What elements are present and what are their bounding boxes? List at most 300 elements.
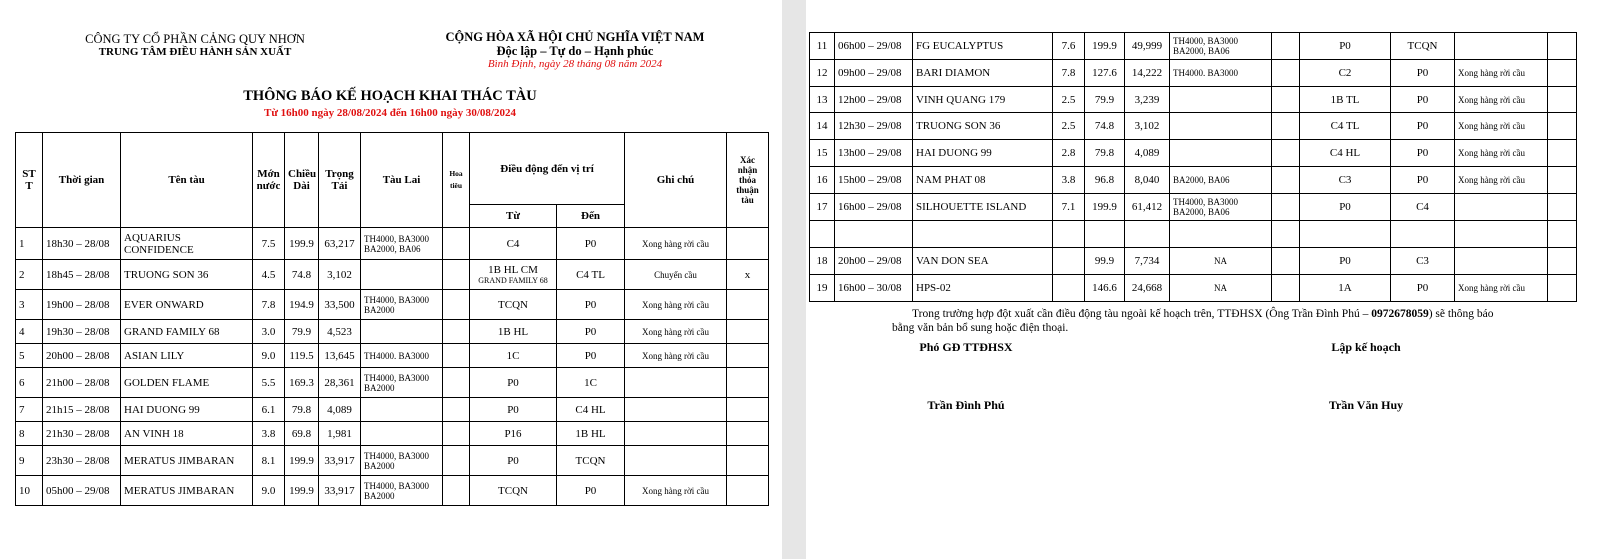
cell-stt: 7: [16, 398, 43, 422]
cell-to: C4: [1391, 194, 1455, 221]
cell-confirm: [1548, 33, 1577, 60]
motto: Độc lập – Tự do – Hạnh phúc: [496, 44, 654, 58]
cell-ship: BARI DIAMON: [913, 60, 1053, 87]
table-row: [810, 248, 1577, 275]
cell-tonnage: 28,361: [319, 368, 361, 398]
cell-to: 1C: [557, 368, 625, 398]
table-row: [16, 320, 769, 344]
company-name: CÔNG TY CỔ PHẦN CẢNG QUY NHƠN: [85, 32, 305, 46]
cell-from: [470, 260, 557, 290]
cell-note: Xong hàng rời cầu: [625, 290, 727, 320]
cell-time: 05h00 – 29/08: [43, 476, 121, 506]
cell-from-text: 1B HL: [497, 325, 529, 338]
cell-draft: 4.5: [253, 260, 285, 290]
cell-note: [625, 422, 727, 446]
cell-from-text: 1B HL CM: [488, 264, 538, 276]
cell-from: [470, 320, 557, 344]
cell-time: 06h00 – 29/08: [835, 33, 913, 60]
col-move: Điều động đến vị trí: [470, 133, 625, 205]
cell-tug: NA: [1170, 275, 1272, 302]
cell-to: C4 HL: [557, 398, 625, 422]
cell-ship: [913, 221, 1053, 248]
cell-length: 199.9: [1085, 33, 1125, 60]
cell-confirm: [727, 368, 769, 398]
cell-from-text: C4: [506, 237, 520, 250]
cell-tonnage: 7,734: [1125, 248, 1170, 275]
cell-stt: 5: [16, 344, 43, 368]
cell-ship: HAI DUONG 99: [913, 140, 1053, 167]
cell-length: 74.8: [285, 260, 319, 290]
table-row: [16, 398, 769, 422]
cell-note: Xong hàng rời cầu: [625, 344, 727, 368]
cell-ship: TRUONG SON 36: [121, 260, 253, 290]
table-row: [16, 344, 769, 368]
cell-note: Xong hàng rời cầu: [1455, 167, 1548, 194]
cell-note: Xong hàng rời cầu: [625, 228, 727, 260]
cell-tug: [1170, 113, 1272, 140]
cell-confirm: [727, 398, 769, 422]
cell-pilot: [443, 290, 470, 320]
cell-tug: NA: [1170, 248, 1272, 275]
cell-pilot: [443, 344, 470, 368]
cell-draft: 2.5: [1053, 113, 1085, 140]
cell-confirm: [1548, 194, 1577, 221]
cell-from-text: P0: [507, 403, 519, 416]
cell-to: P0: [557, 290, 625, 320]
table-row: [16, 446, 769, 476]
cell-draft: 7.1: [1053, 194, 1085, 221]
cell-confirm: [1548, 221, 1577, 248]
cell-from: [470, 446, 557, 476]
cell-from-text: P16: [504, 427, 522, 440]
cell-tug: TH4000, BA3000 BA2000: [361, 290, 443, 320]
cell-ship: AQUARIUS CONFIDENCE: [121, 228, 253, 260]
col-length: Chiều Dài: [285, 133, 319, 228]
cell-to: TCQN: [1391, 33, 1455, 60]
cell-draft: 3.8: [253, 422, 285, 446]
cell-stt: 17: [810, 194, 835, 221]
cell-note: Xong hàng rời cầu: [1455, 113, 1548, 140]
col-confirm: Xác nhận thỏa thuận tàu: [727, 133, 769, 228]
cell-time: 13h00 – 29/08: [835, 140, 913, 167]
cell-note: Xong hàng rời cầu: [1455, 87, 1548, 113]
cell-from: [470, 290, 557, 320]
cell-stt: [810, 221, 835, 248]
cell-draft: 2.5: [1053, 87, 1085, 113]
col-to: Đến: [557, 205, 625, 228]
sign-left-title: Phó GĐ TTĐHSX: [919, 340, 1013, 354]
cell-confirm: [727, 320, 769, 344]
cell-from: 1A: [1300, 275, 1391, 302]
cell-time: 23h30 – 28/08: [43, 446, 121, 476]
table-row: [810, 194, 1577, 221]
cell-to: P0: [557, 476, 625, 506]
cell-note: [625, 446, 727, 476]
cell-length: 79.9: [285, 320, 319, 344]
cell-note: [1455, 194, 1548, 221]
cell-from-text: TCQN: [498, 298, 528, 311]
cell-tonnage: 4,523: [319, 320, 361, 344]
cell-ship: SILHOUETTE ISLAND: [913, 194, 1053, 221]
cell-confirm: [727, 290, 769, 320]
cell-pilot: [1272, 113, 1300, 140]
cell-pilot: [443, 476, 470, 506]
cell-note: [1455, 33, 1548, 60]
cell-draft: 8.1: [253, 446, 285, 476]
doc-title: THÔNG BÁO KẾ HOẠCH KHAI THÁC TÀU: [243, 88, 537, 104]
cell-confirm: [1548, 167, 1577, 194]
cell-from-text: 1C: [506, 349, 520, 362]
cell-draft: [1053, 221, 1085, 248]
table-header-row: [16, 133, 769, 205]
cell-tug: [1170, 140, 1272, 167]
cell-to: TCQN: [557, 446, 625, 476]
cell-pilot: [1272, 194, 1300, 221]
cell-confirm: [1548, 275, 1577, 302]
col-ship: Tên tàu: [121, 133, 253, 228]
table-row: [810, 167, 1577, 194]
contact-phone: 0972678059: [1371, 308, 1429, 320]
schedule-table-1: [15, 132, 769, 506]
cell-from-text: P0: [507, 376, 519, 389]
nation-name: CỘNG HÒA XÃ HỘI CHỦ NGHĨA VIỆT NAM: [445, 30, 705, 44]
cell-tonnage: 3,102: [319, 260, 361, 290]
cell-draft: 6.1: [253, 398, 285, 422]
table-row: [16, 476, 769, 506]
cell-from: [470, 398, 557, 422]
cell-from: 1B TL: [1300, 87, 1391, 113]
table-row: [16, 228, 769, 260]
cell-tonnage: 1,981: [319, 422, 361, 446]
cell-tonnage: 24,668: [1125, 275, 1170, 302]
cell-from-sub: GRAND FAMILY 68: [478, 276, 548, 285]
cell-ship: EVER ONWARD: [121, 290, 253, 320]
cell-length: 146.6: [1085, 275, 1125, 302]
cell-ship: MERATUS JIMBARAN: [121, 476, 253, 506]
cell-length: 96.8: [1085, 167, 1125, 194]
cell-stt: 12: [810, 60, 835, 87]
cell-ship: FG EUCALYPTUS: [913, 33, 1053, 60]
cell-stt: 8: [16, 422, 43, 446]
cell-time: 19h00 – 28/08: [43, 290, 121, 320]
cell-time: [835, 221, 913, 248]
cell-tonnage: 3,239: [1125, 87, 1170, 113]
cell-to: P0: [1391, 275, 1455, 302]
cell-draft: [1053, 275, 1085, 302]
cell-from: [470, 368, 557, 398]
cell-length: 199.9: [285, 228, 319, 260]
cell-tug: TH4000, BA3000 BA2000, BA06: [1170, 194, 1272, 221]
table-row: [810, 140, 1577, 167]
cell-ship: ASIAN LILY: [121, 344, 253, 368]
cell-stt: 16: [810, 167, 835, 194]
cell-ship: HAI DUONG 99: [121, 398, 253, 422]
cell-confirm: [1548, 113, 1577, 140]
col-note: Ghi chú: [625, 133, 727, 228]
cell-from: [1300, 221, 1391, 248]
cell-from: [470, 476, 557, 506]
cell-confirm: x: [727, 260, 769, 290]
cell-from: C4 HL: [1300, 140, 1391, 167]
cell-length: 119.5: [285, 344, 319, 368]
cell-tug: [361, 260, 443, 290]
cell-time: 20h00 – 28/08: [43, 344, 121, 368]
footer-notice-line2: bằng văn bản bổ sung hoặc điện thoại.: [892, 322, 1069, 334]
cell-ship: VAN DON SEA: [913, 248, 1053, 275]
cell-note: Chuyển cầu: [625, 260, 727, 290]
document-page-1: [0, 0, 782, 559]
cell-draft: 5.5: [253, 368, 285, 398]
cell-pilot: [443, 228, 470, 260]
col-draft: Mớn nước: [253, 133, 285, 228]
cell-length: 74.8: [1085, 113, 1125, 140]
cell-stt: 15: [810, 140, 835, 167]
cell-pilot: [443, 260, 470, 290]
cell-tonnage: 8,040: [1125, 167, 1170, 194]
cell-tug: TH4000, BA3000 BA2000, BA06: [361, 228, 443, 260]
cell-from-text: P0: [507, 454, 519, 467]
cell-tug: TH4000, BA3000 BA2000, BA06: [1170, 33, 1272, 60]
cell-tonnage: 61,412: [1125, 194, 1170, 221]
cell-draft: 3.8: [1053, 167, 1085, 194]
cell-stt: 10: [16, 476, 43, 506]
cell-note: [1455, 248, 1548, 275]
cell-from: C4 TL: [1300, 113, 1391, 140]
cell-ship: MERATUS JIMBARAN: [121, 446, 253, 476]
cell-pilot: [1272, 140, 1300, 167]
cell-length: 99.9: [1085, 248, 1125, 275]
cell-tug: [361, 320, 443, 344]
doc-subtitle: Từ 16h00 ngày 28/08/2024 đến 16h00 ngày 30/08/2024: [263, 107, 516, 119]
cell-time: 12h00 – 29/08: [835, 87, 913, 113]
cell-tonnage: 14,222: [1125, 60, 1170, 87]
cell-stt: 19: [810, 275, 835, 302]
cell-from: P0: [1300, 194, 1391, 221]
cell-from: [470, 422, 557, 446]
footer-notice: Trong trường hợp đột xuất cần điều động tàu ngoài kế hoạch trên, TTĐHSX (Ông Trần Đình Phú – 0972678059) sẽ thông báo: [912, 308, 1494, 320]
col-tonnage: Trọng Tải: [319, 133, 361, 228]
cell-note: [625, 398, 727, 422]
cell-confirm: [727, 446, 769, 476]
cell-draft: 7.8: [1053, 60, 1085, 87]
cell-pilot: [1272, 221, 1300, 248]
cell-to: C4 TL: [557, 260, 625, 290]
cell-tug: [361, 398, 443, 422]
cell-time: 16h00 – 30/08: [835, 275, 913, 302]
cell-stt: 6: [16, 368, 43, 398]
cell-ship: NAM PHAT 08: [913, 167, 1053, 194]
cell-length: 194.9: [285, 290, 319, 320]
cell-ship: HPS-02: [913, 275, 1053, 302]
cell-draft: [1053, 248, 1085, 275]
cell-pilot: [443, 320, 470, 344]
schedule-table-2: [809, 32, 1577, 302]
cell-draft: 9.0: [253, 476, 285, 506]
cell-length: 199.9: [1085, 194, 1125, 221]
cell-draft: 7.8: [253, 290, 285, 320]
cell-tonnage: 33,500: [319, 290, 361, 320]
cell-confirm: [727, 344, 769, 368]
cell-pilot: [443, 446, 470, 476]
table-row: [810, 113, 1577, 140]
cell-to: P0: [1391, 140, 1455, 167]
table-row: [810, 87, 1577, 113]
cell-tonnage: 63,217: [319, 228, 361, 260]
table-row: [810, 60, 1577, 87]
cell-tug: TH4000. BA3000: [1170, 60, 1272, 87]
cell-from: C3: [1300, 167, 1391, 194]
cell-length: 79.9: [1085, 87, 1125, 113]
cell-pilot: [1272, 167, 1300, 194]
col-time: Thời gian: [43, 133, 121, 228]
cell-pilot: [1272, 275, 1300, 302]
cell-to: P0: [557, 320, 625, 344]
cell-confirm: [1548, 248, 1577, 275]
cell-to: P0: [1391, 60, 1455, 87]
cell-time: 21h00 – 28/08: [43, 368, 121, 398]
cell-from-text: TCQN: [498, 484, 528, 497]
cell-draft: 2.8: [1053, 140, 1085, 167]
cell-confirm: [727, 228, 769, 260]
cell-tonnage: 33,917: [319, 476, 361, 506]
table-row: [810, 33, 1577, 60]
table-row: [810, 275, 1577, 302]
sign-right-name: Trần Văn Huy: [1328, 398, 1404, 412]
cell-stt: 13: [810, 87, 835, 113]
cell-draft: 7.6: [1053, 33, 1085, 60]
cell-time: 09h00 – 29/08: [835, 60, 913, 87]
cell-from: [470, 344, 557, 368]
col-pilot: Hoa tiêu: [443, 133, 470, 228]
cell-time: 18h30 – 28/08: [43, 228, 121, 260]
cell-ship: AN VINH 18: [121, 422, 253, 446]
cell-stt: 18: [810, 248, 835, 275]
cell-pilot: [1272, 248, 1300, 275]
cell-tug: [1170, 87, 1272, 113]
cell-tug: TH4000, BA3000 BA2000: [361, 476, 443, 506]
cell-ship: VINH QUANG 179: [913, 87, 1053, 113]
cell-pilot: [1272, 87, 1300, 113]
cell-stt: 1: [16, 228, 43, 260]
table-row: [16, 290, 769, 320]
cell-note: Xong hàng rời cầu: [1455, 140, 1548, 167]
cell-time: 19h30 – 28/08: [43, 320, 121, 344]
cell-to: P0: [1391, 167, 1455, 194]
department-name: TRUNG TÂM ĐIỀU HÀNH SẢN XUẤT: [98, 46, 292, 58]
cell-tug: [361, 422, 443, 446]
cell-tug: [1170, 221, 1272, 248]
cell-confirm: [727, 476, 769, 506]
cell-tonnage: 33,917: [319, 446, 361, 476]
cell-from: [470, 228, 557, 260]
cell-time: 15h00 – 29/08: [835, 167, 913, 194]
cell-confirm: [1548, 140, 1577, 167]
table-row: [16, 368, 769, 398]
document-page-2: [806, 0, 1600, 559]
table-row: [16, 260, 769, 290]
cell-tonnage: 4,089: [319, 398, 361, 422]
cell-length: 169.3: [285, 368, 319, 398]
cell-pilot: [443, 368, 470, 398]
cell-note: Xong hàng rời cầu: [1455, 275, 1548, 302]
cell-from: C2: [1300, 60, 1391, 87]
cell-time: 18h45 – 28/08: [43, 260, 121, 290]
cell-tonnage: 49,999: [1125, 33, 1170, 60]
table-row: [810, 221, 1577, 248]
cell-note: Xong hàng rời cầu: [625, 476, 727, 506]
cell-stt: 14: [810, 113, 835, 140]
cell-confirm: [1548, 60, 1577, 87]
cell-time: 12h30 – 29/08: [835, 113, 913, 140]
cell-note: Xong hàng rời cầu: [625, 320, 727, 344]
cell-note: [625, 368, 727, 398]
cell-ship: TRUONG SON 36: [913, 113, 1053, 140]
cell-time: 20h00 – 29/08: [835, 248, 913, 275]
cell-stt: 4: [16, 320, 43, 344]
cell-tonnage: 3,102: [1125, 113, 1170, 140]
cell-stt: 3: [16, 290, 43, 320]
cell-to: P0: [557, 228, 625, 260]
cell-to: 1B HL: [557, 422, 625, 446]
cell-to: C3: [1391, 248, 1455, 275]
cell-to: P0: [557, 344, 625, 368]
cell-length: 199.9: [285, 446, 319, 476]
cell-confirm: [727, 422, 769, 446]
cell-pilot: [1272, 60, 1300, 87]
col-stt: ST T: [16, 133, 43, 228]
cell-length: 79.8: [285, 398, 319, 422]
cell-to: [1391, 221, 1455, 248]
cell-pilot: [443, 398, 470, 422]
cell-stt: 2: [16, 260, 43, 290]
cell-to: P0: [1391, 87, 1455, 113]
cell-draft: 9.0: [253, 344, 285, 368]
date-place: Bình Định, ngày 28 tháng 08 năm 2024: [487, 58, 663, 70]
cell-tonnage: 4,089: [1125, 140, 1170, 167]
cell-time: 21h30 – 28/08: [43, 422, 121, 446]
cell-tug: TH4000, BA3000 BA2000: [361, 446, 443, 476]
cell-stt: 11: [810, 33, 835, 60]
cell-pilot: [1272, 33, 1300, 60]
cell-from: P0: [1300, 248, 1391, 275]
cell-ship: GOLDEN FLAME: [121, 368, 253, 398]
cell-time: 21h15 – 28/08: [43, 398, 121, 422]
cell-tonnage: 13,645: [319, 344, 361, 368]
cell-note: Xong hàng rời cầu: [1455, 60, 1548, 87]
cell-draft: 3.0: [253, 320, 285, 344]
cell-length: 127.6: [1085, 60, 1125, 87]
sign-right-title: Lập kế hoạch: [1331, 340, 1401, 354]
cell-stt: 9: [16, 446, 43, 476]
cell-draft: 7.5: [253, 228, 285, 260]
cell-from: P0: [1300, 33, 1391, 60]
table-row: [16, 422, 769, 446]
cell-length: 79.8: [1085, 140, 1125, 167]
sign-left-name: Trần Đình Phú: [927, 398, 1005, 412]
cell-tug: TH4000. BA3000: [361, 344, 443, 368]
cell-ship: GRAND FAMILY 68: [121, 320, 253, 344]
cell-tug: BA2000, BA06: [1170, 167, 1272, 194]
cell-length: 69.8: [285, 422, 319, 446]
cell-length: [1085, 221, 1125, 248]
cell-pilot: [443, 422, 470, 446]
cell-length: 199.9: [285, 476, 319, 506]
cell-note: [1455, 221, 1548, 248]
cell-confirm: [1548, 87, 1577, 113]
col-from: Từ: [470, 205, 557, 228]
cell-tonnage: [1125, 221, 1170, 248]
col-tug: Tàu Lai: [361, 133, 443, 228]
